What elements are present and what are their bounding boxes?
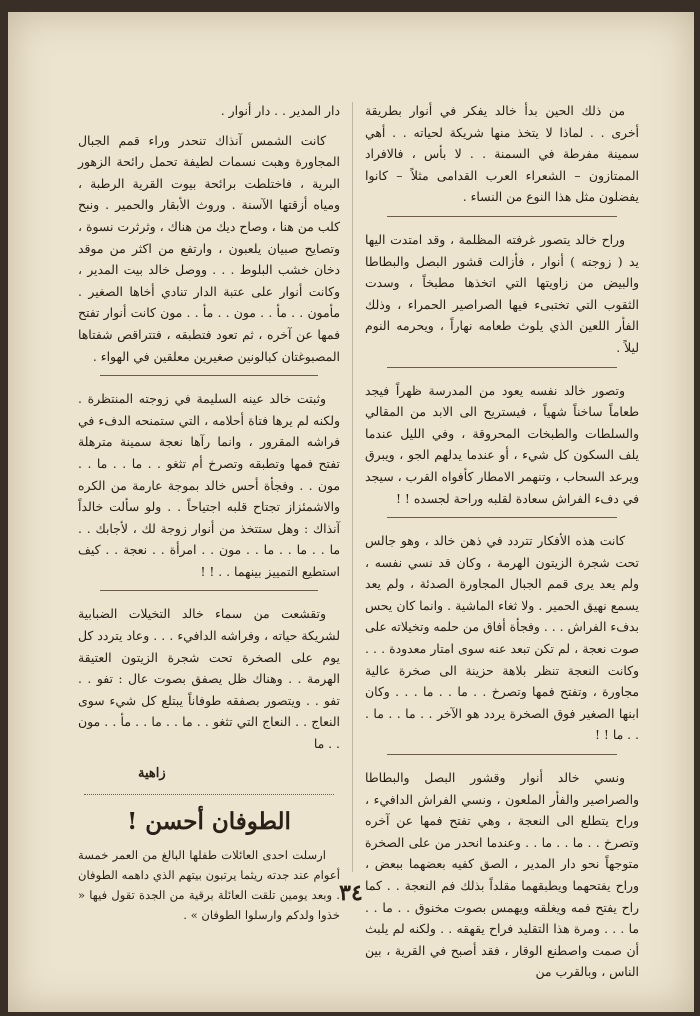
paragraph: ونسي خالد أنوار وقشور البصل والبطاطا والصراصير والفأر الملعون ، ونسي الفراش الدافيء ، وراح يتطلع الى النعجة ، وهي تفتح فمها عن آخره وتصرخ . . ما . . ما . . وعندما انحدر من على الصخرة متوجهاً نحو دار المدير ، الصق كفيه بعضهما ببعض ، وراح يفتحهما ويطبقهما مقلداً بذلك فم النعجة . . كما راح يفتح فمه ويغلقه ويهمس بصوت مخنوق . . ما . . ما . . . ومرة هذا التقليد فراح يقهقه . . ولكنه لم يلبث أن صمت واصطنع الوقار ، فقد أصبح في القرية ، بين الناس ، وبالقرب من bbox=[365, 770, 639, 980]
paragraph: وتصور خالد نفسه يعود من المدرسة ظهراً فيجد طعاماً ساخناً شهياً ، فيستريح الى الابد من المقالي والسلطات والطبخات المحروقة ، وفي الليل عندما يلف السكون كل شيء ، أو عندما يدلهم الجو ، ويبرق ويرعد السحاب ، وتنهمر الامطار كأفواه القرب ، سيجد في دفء الفراش سعادة لقلبه وراحة لجسده ! ! bbox=[365, 382, 639, 506]
paragraph: من ذلك الحين بدأ خالد يفكر في أنوار بطريقة أخرى . . لماذا لا يتخذ منها شريكة لحياته . . أهي سمينة مفرطة في السمنة . . لا بأس ، فالافراد الممتازون – الشعراء العرب القدامى مثلاً – كانوا يفضلون مثل هذا النوع من النساء . bbox=[365, 103, 639, 205]
story-text: ارسلت احدى العائلات طفلها البالغ من العمر خمسة أعوام عند جدته ريثما يرتبون بيتهم الذي داهمه الطوفان . وبعد يومين تلقت العائلة برقية من الجدة تقول فيها « خذوا ولدكم وارسلوا الطوفان » . bbox=[78, 848, 340, 923]
page-number: ٣٤ bbox=[339, 880, 363, 906]
separator-line bbox=[387, 517, 617, 518]
dotted-divider bbox=[84, 794, 334, 795]
right-column bbox=[365, 100, 639, 991]
paragraph: كانت الشمس آنذاك تنحدر وراء قمم الجبال المجاورة وهبت نسمات لطيفة تحمل رائحة الزهور البرية ، فاختلطت برائحة بيوت القرية الرطبة ، ومياه أزقتها الآسنة . وروث الأبقار والحمير . ونبح كلب من هنا ، وصاح ديك من هناك ، وثرثرت نسوة ، وتصايح صبيان يلعبون ، وارتفع من اكثر من موقد دخان خشب البلوط . . . ووصل خالد بيت المدير ، وكانت أنوار على عتبة الدار تنادي أخاها الصغير . مأمون . . مأ . . مون . . مأ . . مون كانت أنوار تفتح فمها عن آخره ، ثم تعود فتطبقه ، فتتراقص شفتاها المصبوغتان كبالونين صغيرين معلقين في الهواء . bbox=[78, 132, 340, 364]
separator-line bbox=[387, 754, 617, 755]
paragraph: كانت هذه الأفكار تتردد في ذهن خالد ، وهو جالس تحت شجرة الزيتون الهرمة ، وكان قد نسي نفسه ، ولم يعد يرى قمم الجبال المجاورة الصدئة ، ولم يعد يسمع نهيق الحمير . ولا ثغاء الماشية . وانما كان يحس بدفء الفراش . . . وفجأة أفاق من حلمه وتخيلاته على صوت نعجة ، لم تكن تبعد عنه سوى امتار معدودة . . . وكانت النعجة تنظر بلاهة حزينة الى صخرة عالية مجاورة ، وتفتح فمها وتصرخ . . ما . . ما . . . وكان ابنها الصغير فوق الصخرة يردد هو الآخر . . ما . . ما . . . ما ! ! bbox=[365, 533, 639, 743]
left-column bbox=[78, 100, 340, 933]
document-page bbox=[8, 12, 694, 1012]
story-title: الطوفان أحسن ! bbox=[127, 808, 291, 836]
separator-line bbox=[100, 375, 318, 376]
paragraph: وراح خالد يتصور غرفته المظلمة ، وقد امتدت اليها يد ( زوجته ) أنوار ، فأزالت قشور البصل والبطاطا والبيض من زاويتها التي اتخذها مطبخاً ، وسدت الثقوب التي تختبىء فيها الصراصير الحمراء ، وذلك الفأر اللعين الذي يلوث طعامه نهاراً ، ويحرمه النوم ليلاً . bbox=[365, 231, 639, 355]
author-signature: زاهية bbox=[138, 765, 166, 781]
separator-line bbox=[100, 590, 318, 591]
paragraph: وتقشعت من سماء خالد التخيلات الضبابية لشريكة حياته ، وفراشه الدافيء . . . وعاد يتردد كل يوم على الصخرة تحت شجرة الزيتون العتيقة الهرمة . . وهناك ظل يصفق بصوت عال : تفو . . تفو . . ويتصور بصفقه طوفاناً يبتلع كل شيء سوى النعاج . . النعاج التي تثغو . . ما . . ما . . مأ . . مون . . ما bbox=[78, 606, 340, 752]
paragraph: وثبتت خالد عينه السليمة في زوجته المنتظرة . ولكنه لم يرها فتاة أحلامه ، التي ستمنحه الدفء في فراشه المقرور ، وانما رآها نعجة سمينة مترهلة تفتح فمها وتطبقه وتصرخ أم تثغو . . ما . . ما . . مون . . وفجأة أحس خالد بموجة عارمة من الكره والاشمئزاز تجتاح قلبه اجتياحاً . . ولو سألت خالداً آنذاك : وهل ستتخذ من أنوار زوجة لك ، لأجابك . . ما . . ما . . ما . . مون . . امرأة . . نعجة . . كيف استطيع التمييز بينهما . . ! ! bbox=[78, 391, 340, 579]
column-divider bbox=[352, 102, 353, 872]
paragraph: دار المدير . . دار أنوار . bbox=[220, 103, 340, 118]
separator-line bbox=[387, 367, 617, 368]
separator-line bbox=[387, 216, 617, 217]
